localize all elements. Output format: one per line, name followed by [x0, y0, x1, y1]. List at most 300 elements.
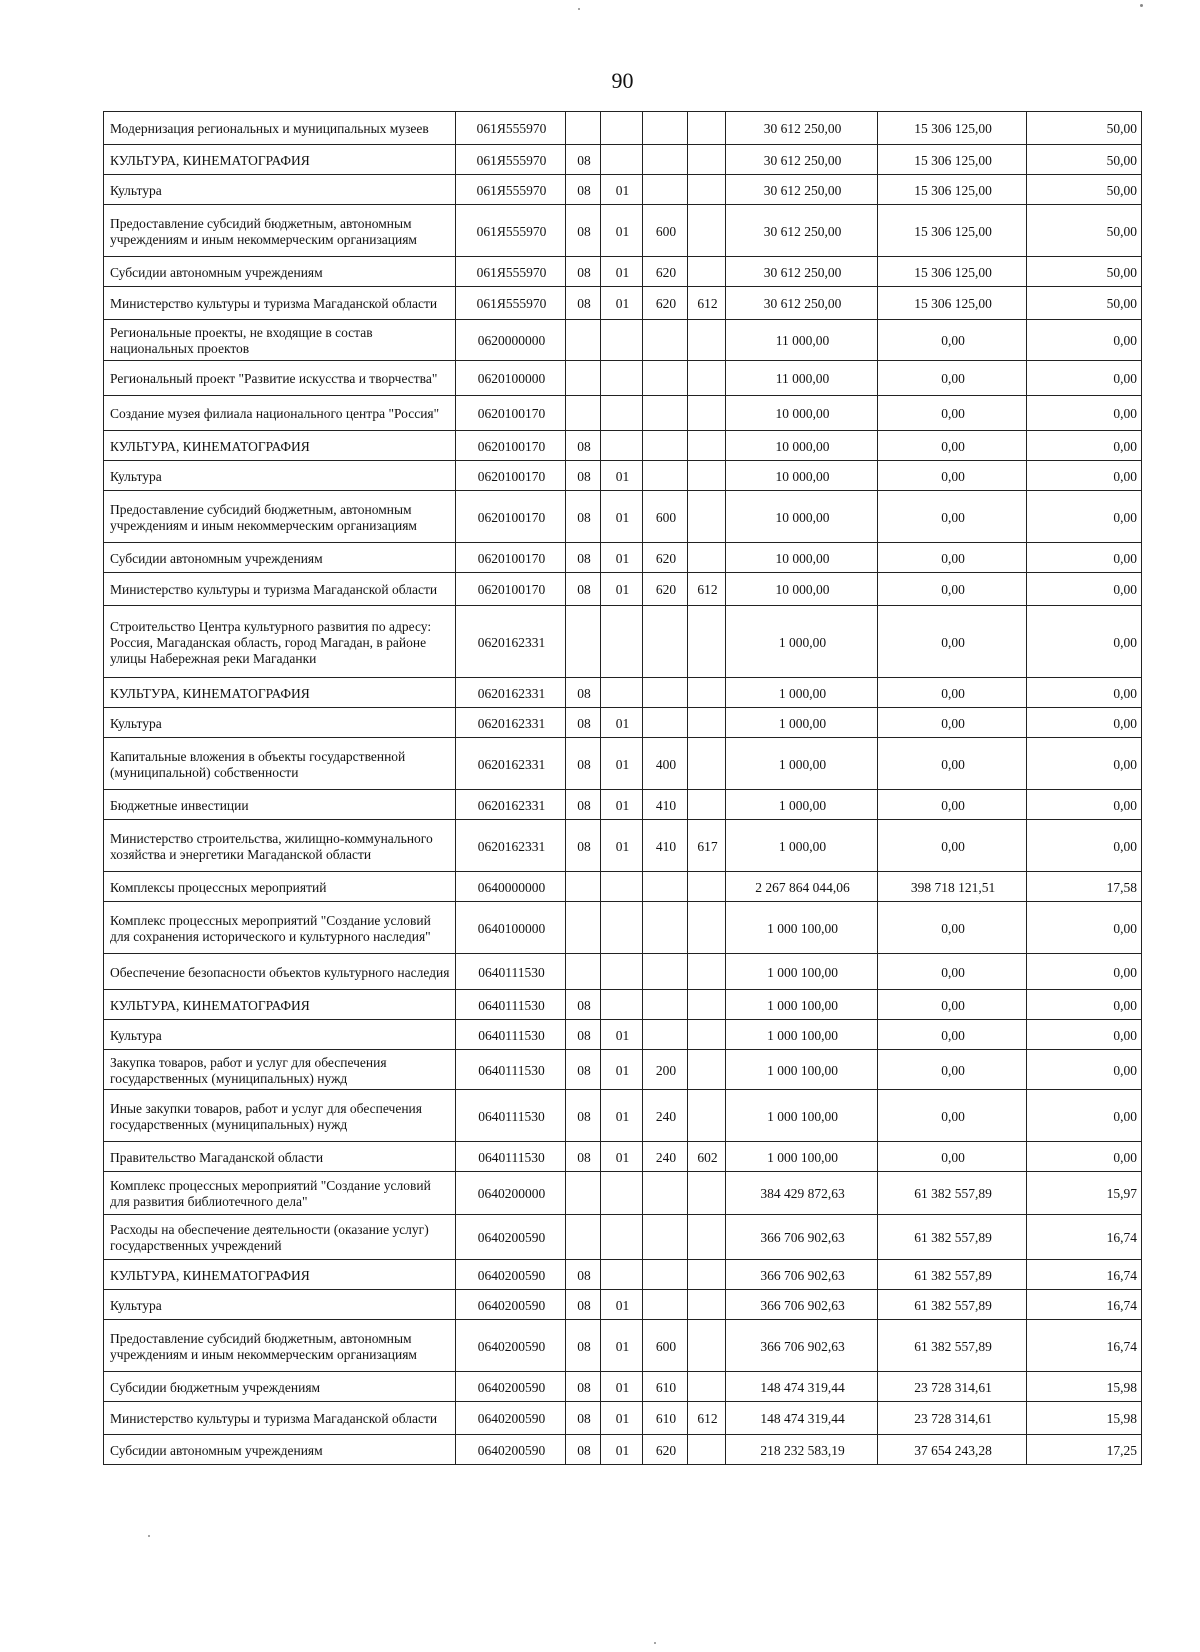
- cell-sec: [566, 902, 601, 954]
- table-row: [104, 112, 1142, 145]
- cell-sec: 08: [566, 1402, 601, 1435]
- cell-gr: [688, 954, 726, 990]
- cell-code: 0620162331: [456, 708, 566, 738]
- cell-plan: 366 706 902,63: [726, 1320, 878, 1372]
- cell-name: Культура: [104, 175, 456, 205]
- cell-gr: [688, 1215, 726, 1260]
- cell-pct: 15,98: [1027, 1402, 1142, 1435]
- cell-vr: 410: [643, 790, 688, 820]
- cell-pct: 0,00: [1027, 361, 1142, 396]
- cell-pct: 0,00: [1027, 1020, 1142, 1050]
- cell-sub: 01: [601, 738, 643, 790]
- cell-gr: [688, 1320, 726, 1372]
- cell-name: Бюджетные инвестиции: [104, 790, 456, 820]
- cell-code: 0620100170: [456, 431, 566, 461]
- cell-pct: 50,00: [1027, 287, 1142, 320]
- cell-sub: [601, 361, 643, 396]
- cell-plan: 218 232 583,19: [726, 1435, 878, 1465]
- cell-pct: 50,00: [1027, 175, 1142, 205]
- cell-plan: 1 000 100,00: [726, 1050, 878, 1090]
- cell-code: 061Я555970: [456, 145, 566, 175]
- cell-vr: 400: [643, 738, 688, 790]
- cell-sec: 08: [566, 1372, 601, 1402]
- cell-plan: 11 000,00: [726, 361, 878, 396]
- cell-name: Предоставление субсидий бюджетным, автономным учреждениям и иным некоммерческим организациям: [104, 205, 456, 257]
- cell-code: 0620100170: [456, 491, 566, 543]
- cell-vr: [643, 606, 688, 678]
- cell-name: КУЛЬТУРА, КИНЕМАТОГРАФИЯ: [104, 678, 456, 708]
- cell-vr: [643, 112, 688, 145]
- cell-fact: 0,00: [878, 396, 1027, 431]
- table-row: [104, 205, 1142, 257]
- cell-gr: [688, 461, 726, 491]
- cell-sub: 01: [601, 573, 643, 606]
- cell-name: Закупка товаров, работ и услуг для обеспечения государственных (муниципальных) нужд: [104, 1050, 456, 1090]
- cell-code: 0620162331: [456, 790, 566, 820]
- table-row: [104, 708, 1142, 738]
- table-row: [104, 1320, 1142, 1372]
- cell-sub: [601, 1172, 643, 1215]
- table-row: [104, 990, 1142, 1020]
- cell-plan: 30 612 250,00: [726, 257, 878, 287]
- cell-sec: [566, 1172, 601, 1215]
- cell-vr: [643, 902, 688, 954]
- cell-name: Комплекс процессных мероприятий "Создание условий для развития библиотечного дела": [104, 1172, 456, 1215]
- cell-plan: 1 000,00: [726, 708, 878, 738]
- cell-plan: 2 267 864 044,06: [726, 872, 878, 902]
- table-row: [104, 954, 1142, 990]
- cell-sub: 01: [601, 543, 643, 573]
- cell-vr: [643, 361, 688, 396]
- cell-name: Министерство культуры и туризма Магаданской области: [104, 1402, 456, 1435]
- cell-vr: [643, 1020, 688, 1050]
- cell-pct: 15,98: [1027, 1372, 1142, 1402]
- cell-pct: 0,00: [1027, 1142, 1142, 1172]
- cell-plan: 148 474 319,44: [726, 1372, 878, 1402]
- cell-plan: 366 706 902,63: [726, 1290, 878, 1320]
- table-row: [104, 431, 1142, 461]
- cell-plan: 10 000,00: [726, 461, 878, 491]
- cell-pct: 17,58: [1027, 872, 1142, 902]
- cell-plan: 10 000,00: [726, 543, 878, 573]
- cell-fact: 0,00: [878, 606, 1027, 678]
- cell-vr: [643, 396, 688, 431]
- cell-gr: [688, 491, 726, 543]
- cell-plan: 1 000,00: [726, 820, 878, 872]
- cell-fact: 61 382 557,89: [878, 1320, 1027, 1372]
- cell-name: Культура: [104, 708, 456, 738]
- table-row: [104, 1142, 1142, 1172]
- cell-vr: [643, 320, 688, 361]
- cell-gr: 617: [688, 820, 726, 872]
- cell-code: 0620100000: [456, 361, 566, 396]
- cell-sec: 08: [566, 678, 601, 708]
- cell-pct: 0,00: [1027, 543, 1142, 573]
- table-row: [104, 1172, 1142, 1215]
- cell-fact: 0,00: [878, 431, 1027, 461]
- cell-gr: [688, 1372, 726, 1402]
- cell-code: 061Я555970: [456, 205, 566, 257]
- cell-sec: 08: [566, 145, 601, 175]
- cell-vr: [643, 431, 688, 461]
- cell-sub: [601, 112, 643, 145]
- table-row: [104, 361, 1142, 396]
- cell-code: 0640200590: [456, 1320, 566, 1372]
- cell-sec: 08: [566, 1435, 601, 1465]
- cell-plan: 1 000 100,00: [726, 1090, 878, 1142]
- cell-sub: [601, 145, 643, 175]
- cell-sec: 08: [566, 990, 601, 1020]
- cell-sec: [566, 1215, 601, 1260]
- cell-vr: [643, 1215, 688, 1260]
- cell-pct: 0,00: [1027, 990, 1142, 1020]
- cell-name: КУЛЬТУРА, КИНЕМАТОГРАФИЯ: [104, 1260, 456, 1290]
- cell-vr: 240: [643, 1142, 688, 1172]
- cell-sec: 08: [566, 1090, 601, 1142]
- cell-code: 0640111530: [456, 1020, 566, 1050]
- budget-table: [103, 111, 1142, 1465]
- cell-fact: 0,00: [878, 573, 1027, 606]
- cell-sec: 08: [566, 790, 601, 820]
- cell-sub: 01: [601, 790, 643, 820]
- cell-vr: 620: [643, 1435, 688, 1465]
- cell-vr: [643, 1260, 688, 1290]
- cell-sec: [566, 872, 601, 902]
- scan-speck: [148, 1535, 150, 1537]
- cell-plan: 384 429 872,63: [726, 1172, 878, 1215]
- cell-gr: [688, 790, 726, 820]
- table-row: [104, 287, 1142, 320]
- cell-vr: 620: [643, 573, 688, 606]
- scan-speck: [578, 8, 580, 10]
- cell-sub: 01: [601, 1290, 643, 1320]
- cell-vr: 600: [643, 491, 688, 543]
- cell-sub: [601, 678, 643, 708]
- cell-name: Комплекс процессных мероприятий "Создание условий для сохранения исторического и культурного наследия": [104, 902, 456, 954]
- cell-vr: [643, 1290, 688, 1320]
- cell-pct: 0,00: [1027, 708, 1142, 738]
- table-row: [104, 543, 1142, 573]
- cell-code: 0620162331: [456, 820, 566, 872]
- cell-pct: 16,74: [1027, 1260, 1142, 1290]
- cell-fact: 0,00: [878, 1050, 1027, 1090]
- cell-gr: [688, 606, 726, 678]
- table-row: [104, 738, 1142, 790]
- table-row: [104, 175, 1142, 205]
- cell-code: 0640111530: [456, 990, 566, 1020]
- cell-code: 0640200590: [456, 1435, 566, 1465]
- cell-pct: 0,00: [1027, 954, 1142, 990]
- cell-vr: 410: [643, 820, 688, 872]
- cell-name: Министерство культуры и туризма Магаданской области: [104, 573, 456, 606]
- table-row: [104, 257, 1142, 287]
- table-row: [104, 320, 1142, 361]
- cell-code: 0620162331: [456, 678, 566, 708]
- cell-plan: 1 000 100,00: [726, 954, 878, 990]
- cell-name: КУЛЬТУРА, КИНЕМАТОГРАФИЯ: [104, 145, 456, 175]
- cell-sec: 08: [566, 1020, 601, 1050]
- cell-code: 0640200000: [456, 1172, 566, 1215]
- cell-name: Предоставление субсидий бюджетным, автономным учреждениям и иным некоммерческим организациям: [104, 1320, 456, 1372]
- cell-fact: 398 718 121,51: [878, 872, 1027, 902]
- cell-pct: 0,00: [1027, 678, 1142, 708]
- table-row: [104, 1020, 1142, 1050]
- cell-fact: 15 306 125,00: [878, 112, 1027, 145]
- cell-sec: 08: [566, 491, 601, 543]
- cell-plan: 1 000 100,00: [726, 1020, 878, 1050]
- cell-pct: 0,00: [1027, 461, 1142, 491]
- cell-gr: [688, 902, 726, 954]
- cell-sub: 01: [601, 820, 643, 872]
- cell-vr: 620: [643, 287, 688, 320]
- cell-pct: 16,74: [1027, 1290, 1142, 1320]
- cell-sub: [601, 1260, 643, 1290]
- cell-sec: [566, 954, 601, 990]
- cell-gr: [688, 1172, 726, 1215]
- cell-code: 0640200590: [456, 1260, 566, 1290]
- cell-gr: [688, 145, 726, 175]
- cell-fact: 23 728 314,61: [878, 1402, 1027, 1435]
- cell-code: 0640111530: [456, 1050, 566, 1090]
- cell-name: Культура: [104, 1020, 456, 1050]
- cell-pct: 0,00: [1027, 573, 1142, 606]
- cell-sub: [601, 320, 643, 361]
- cell-vr: [643, 990, 688, 1020]
- cell-pct: 0,00: [1027, 790, 1142, 820]
- table-row: [104, 1215, 1142, 1260]
- table-row: [104, 872, 1142, 902]
- cell-fact: 15 306 125,00: [878, 145, 1027, 175]
- cell-gr: [688, 396, 726, 431]
- cell-vr: 620: [643, 257, 688, 287]
- cell-vr: 200: [643, 1050, 688, 1090]
- cell-pct: 16,74: [1027, 1215, 1142, 1260]
- cell-gr: [688, 1050, 726, 1090]
- cell-name: Иные закупки товаров, работ и услуг для обеспечения государственных (муниципальных) нужд: [104, 1090, 456, 1142]
- table-row: [104, 790, 1142, 820]
- cell-pct: 0,00: [1027, 738, 1142, 790]
- cell-name: Субсидии автономным учреждениям: [104, 257, 456, 287]
- table-row: [104, 1372, 1142, 1402]
- cell-pct: 0,00: [1027, 902, 1142, 954]
- table-row: [104, 820, 1142, 872]
- table-row: [104, 145, 1142, 175]
- cell-plan: 1 000,00: [726, 678, 878, 708]
- cell-plan: 1 000,00: [726, 606, 878, 678]
- cell-plan: 1 000,00: [726, 790, 878, 820]
- cell-plan: 10 000,00: [726, 431, 878, 461]
- cell-sub: [601, 902, 643, 954]
- cell-name: Субсидии бюджетным учреждениям: [104, 1372, 456, 1402]
- cell-sub: [601, 431, 643, 461]
- cell-pct: 17,25: [1027, 1435, 1142, 1465]
- cell-sec: [566, 112, 601, 145]
- cell-code: 061Я555970: [456, 257, 566, 287]
- table-row: [104, 1260, 1142, 1290]
- cell-sec: 08: [566, 1290, 601, 1320]
- cell-vr: [643, 461, 688, 491]
- cell-code: 0640200590: [456, 1290, 566, 1320]
- cell-plan: 30 612 250,00: [726, 287, 878, 320]
- cell-sub: 01: [601, 1020, 643, 1050]
- cell-code: 061Я555970: [456, 175, 566, 205]
- cell-sub: 01: [601, 287, 643, 320]
- cell-pct: 50,00: [1027, 205, 1142, 257]
- cell-name: Региональные проекты, не входящие в состав национальных проектов: [104, 320, 456, 361]
- table-row: [104, 461, 1142, 491]
- cell-plan: 30 612 250,00: [726, 145, 878, 175]
- cell-plan: 30 612 250,00: [726, 112, 878, 145]
- page-number: 90: [611, 68, 634, 93]
- cell-sub: [601, 990, 643, 1020]
- cell-pct: 0,00: [1027, 1090, 1142, 1142]
- cell-vr: [643, 175, 688, 205]
- cell-plan: 1 000,00: [726, 738, 878, 790]
- cell-fact: 0,00: [878, 820, 1027, 872]
- cell-sec: 08: [566, 1260, 601, 1290]
- cell-name: Строительство Центра культурного развития по адресу: Россия, Магаданская область, город Магадан, в районе улицы Набережная реки Магаданки: [104, 606, 456, 678]
- cell-pct: 0,00: [1027, 431, 1142, 461]
- cell-vr: [643, 678, 688, 708]
- cell-code: 0640200590: [456, 1372, 566, 1402]
- cell-gr: [688, 872, 726, 902]
- cell-pct: 0,00: [1027, 396, 1142, 431]
- cell-name: Предоставление субсидий бюджетным, автономным учреждениям и иным некоммерческим организациям: [104, 491, 456, 543]
- cell-pct: 0,00: [1027, 320, 1142, 361]
- cell-vr: [643, 954, 688, 990]
- cell-gr: 612: [688, 287, 726, 320]
- cell-sub: 01: [601, 175, 643, 205]
- table-row: [104, 606, 1142, 678]
- cell-name: Субсидии автономным учреждениям: [104, 1435, 456, 1465]
- cell-vr: [643, 708, 688, 738]
- cell-code: 0620100170: [456, 396, 566, 431]
- cell-sub: 01: [601, 461, 643, 491]
- cell-pct: 0,00: [1027, 1050, 1142, 1090]
- cell-fact: 23 728 314,61: [878, 1372, 1027, 1402]
- cell-fact: 0,00: [878, 1020, 1027, 1050]
- cell-gr: 612: [688, 573, 726, 606]
- cell-code: 0620100170: [456, 461, 566, 491]
- cell-sub: 01: [601, 1090, 643, 1142]
- scan-speck: [654, 1642, 656, 1644]
- cell-sec: [566, 606, 601, 678]
- cell-sec: 08: [566, 431, 601, 461]
- cell-sec: 08: [566, 543, 601, 573]
- table-row: [104, 491, 1142, 543]
- cell-gr: [688, 990, 726, 1020]
- cell-code: 0640000000: [456, 872, 566, 902]
- cell-gr: [688, 1435, 726, 1465]
- cell-sub: [601, 954, 643, 990]
- cell-name: Правительство Магаданской области: [104, 1142, 456, 1172]
- table-row: [104, 1050, 1142, 1090]
- cell-gr: [688, 112, 726, 145]
- cell-vr: 610: [643, 1402, 688, 1435]
- cell-gr: [688, 543, 726, 573]
- cell-gr: 602: [688, 1142, 726, 1172]
- cell-name: Министерство культуры и туризма Магаданской области: [104, 287, 456, 320]
- table-row: [104, 1435, 1142, 1465]
- cell-vr: [643, 145, 688, 175]
- cell-gr: [688, 1290, 726, 1320]
- cell-code: 0620162331: [456, 606, 566, 678]
- cell-plan: 30 612 250,00: [726, 205, 878, 257]
- cell-fact: 0,00: [878, 461, 1027, 491]
- cell-code: 0640111530: [456, 1142, 566, 1172]
- cell-pct: 50,00: [1027, 257, 1142, 287]
- cell-sub: 01: [601, 1435, 643, 1465]
- cell-plan: 148 474 319,44: [726, 1402, 878, 1435]
- cell-name: Субсидии автономным учреждениям: [104, 543, 456, 573]
- cell-gr: [688, 708, 726, 738]
- cell-sub: 01: [601, 1372, 643, 1402]
- cell-sec: [566, 361, 601, 396]
- cell-pct: 0,00: [1027, 820, 1142, 872]
- cell-code: 0620100170: [456, 543, 566, 573]
- cell-sub: [601, 1215, 643, 1260]
- cell-sub: [601, 396, 643, 431]
- cell-fact: 0,00: [878, 990, 1027, 1020]
- cell-fact: 37 654 243,28: [878, 1435, 1027, 1465]
- cell-code: 0620162331: [456, 738, 566, 790]
- cell-plan: 30 612 250,00: [726, 175, 878, 205]
- cell-sec: 08: [566, 1142, 601, 1172]
- cell-sec: 08: [566, 257, 601, 287]
- cell-sec: [566, 320, 601, 361]
- cell-plan: 1 000 100,00: [726, 902, 878, 954]
- cell-gr: 612: [688, 1402, 726, 1435]
- cell-gr: [688, 678, 726, 708]
- cell-gr: [688, 431, 726, 461]
- table-row: [104, 396, 1142, 431]
- cell-vr: 600: [643, 1320, 688, 1372]
- cell-sub: 01: [601, 1402, 643, 1435]
- cell-gr: [688, 205, 726, 257]
- cell-plan: 11 000,00: [726, 320, 878, 361]
- cell-sec: 08: [566, 205, 601, 257]
- cell-plan: 10 000,00: [726, 491, 878, 543]
- cell-sec: 08: [566, 708, 601, 738]
- cell-fact: 0,00: [878, 902, 1027, 954]
- cell-fact: 0,00: [878, 1142, 1027, 1172]
- cell-fact: 0,00: [878, 790, 1027, 820]
- cell-gr: [688, 1020, 726, 1050]
- cell-sub: 01: [601, 708, 643, 738]
- cell-plan: 1 000 100,00: [726, 990, 878, 1020]
- cell-pct: 0,00: [1027, 491, 1142, 543]
- cell-fact: 0,00: [878, 738, 1027, 790]
- cell-sec: 08: [566, 461, 601, 491]
- cell-pct: 0,00: [1027, 606, 1142, 678]
- cell-sec: 08: [566, 1050, 601, 1090]
- cell-code: 0620100170: [456, 573, 566, 606]
- cell-sub: 01: [601, 205, 643, 257]
- cell-name: Модернизация региональных и муниципальных музеев: [104, 112, 456, 145]
- cell-fact: 15 306 125,00: [878, 205, 1027, 257]
- cell-sub: [601, 606, 643, 678]
- cell-fact: 61 382 557,89: [878, 1290, 1027, 1320]
- cell-sub: 01: [601, 1320, 643, 1372]
- cell-code: 0620000000: [456, 320, 566, 361]
- cell-fact: 0,00: [878, 543, 1027, 573]
- cell-fact: 15 306 125,00: [878, 257, 1027, 287]
- cell-code: 0640100000: [456, 902, 566, 954]
- cell-code: 0640200590: [456, 1402, 566, 1435]
- cell-name: КУЛЬТУРА, КИНЕМАТОГРАФИЯ: [104, 431, 456, 461]
- cell-plan: 10 000,00: [726, 396, 878, 431]
- cell-pct: 50,00: [1027, 112, 1142, 145]
